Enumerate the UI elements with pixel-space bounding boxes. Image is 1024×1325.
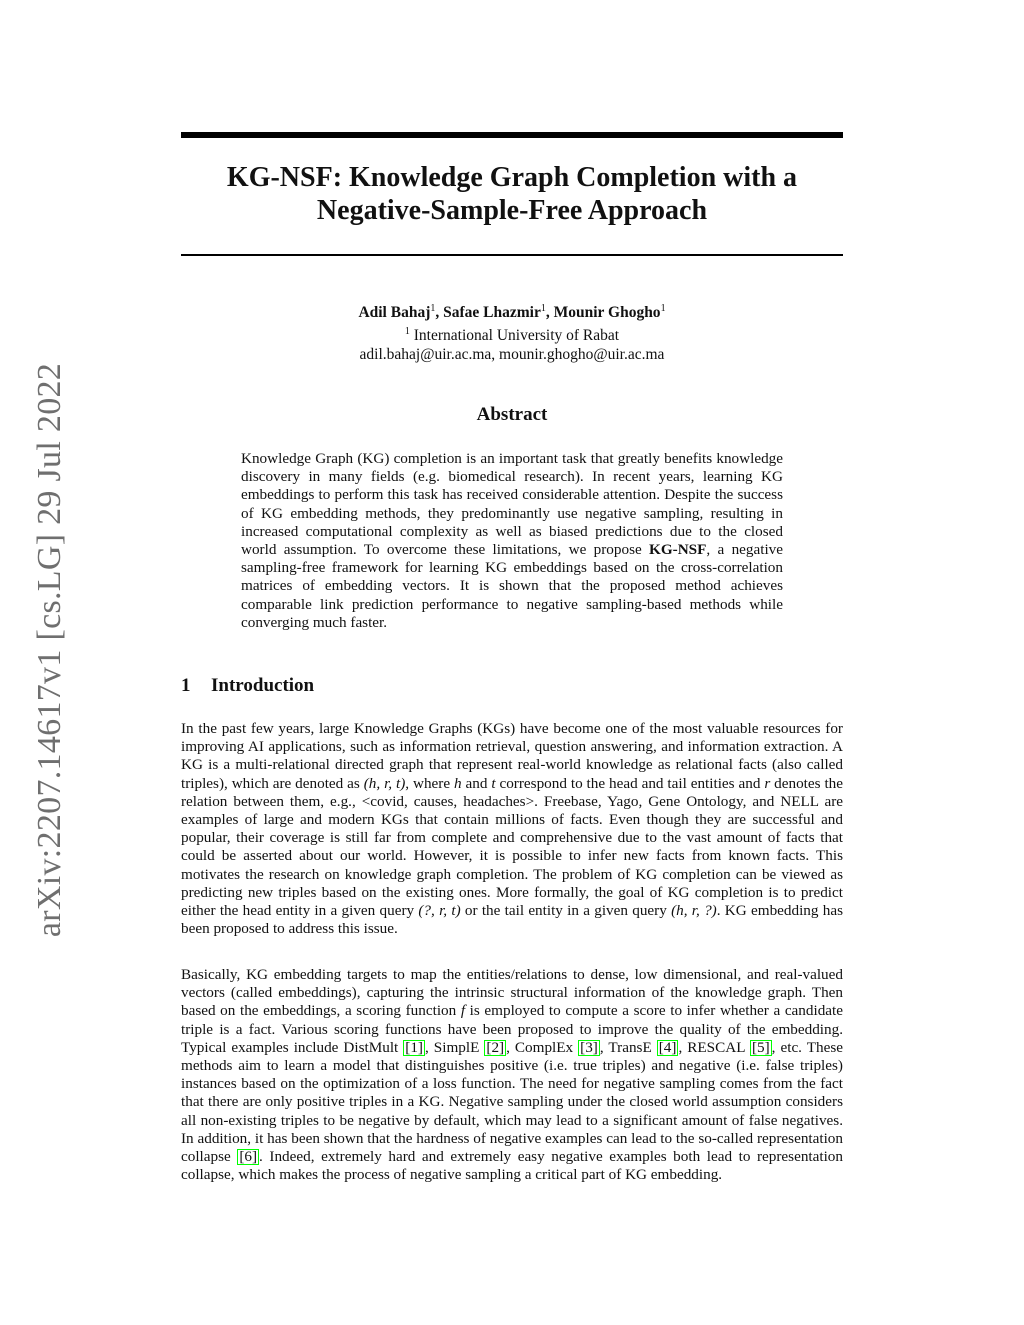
title-line-1: KG-NSF: Knowledge Graph Completion with a [226, 162, 798, 193]
title-top-rule [181, 132, 843, 138]
math-query-tail: (h, r, ?) [671, 902, 717, 920]
author-3: Mounir Ghogho [553, 304, 661, 322]
citation-link[interactable]: [4] [658, 1038, 677, 1056]
abstract-heading: Abstract [476, 404, 548, 425]
arxiv-stamp: arXiv:2207.14617v1 [cs.LG] 29 Jul 2022 [31, 362, 68, 938]
intro-paragraph-2: Basically, KG embedding targets to map the entities/relations to dense, low dimensional, and real-valued vectors (called embeddings), capturing the intrinsic structural information of the knowledge graph. Then based on the embeddings, a scoring function f is employed to compute a score to infer whether a candidate triple is a fact. Various scoring functions have been proposed to improve the quality of the embedding. Typical examples include DistMult [1] , SimplE [2] , ComplEx [3] , TransE [4] , RESCAL [5] , etc. These methods aim to learn a model that distinguishes positive (i.e. true triples) and negative (i.e. false triples) instances based on the optimization of a loss function. The need for negative sampling comes from the fact that there are only positive triples in a KG. Negative sampling under the closed world assumption considers all non-existing triples to be negative by default, which may lead to a significant amount of false negatives. In addition, it has been shown that the hardness of negative examples can lead to the so-called representation collapse [6] . Indeed, extremely hard and extremely easy negative examples both lead to representation collapse, which makes the process of negative sampling a critical part of KG embedding. [181, 966, 843, 1184]
paper-title [181, 161, 843, 227]
author-names: Adil Bahaj$^1$, Safae Lhazmir$^1$, Mounir Ghogho$^1$ [358, 303, 666, 322]
math-triple: (h, r, t) [363, 774, 406, 792]
title-line-2: Negative-Sample-Free Approach [316, 195, 708, 226]
title-bottom-rule [181, 254, 843, 256]
citation-link[interactable]: [6] [239, 1148, 258, 1166]
author-block [181, 299, 843, 364]
affiliation: $^1$ International University of Rabat [404, 326, 620, 345]
author-emails: adil.bahaj@uir.ac.ma, mounir.ghogho@uir.ac.ma [359, 346, 665, 364]
abstract-text: Knowledge Graph (KG) completion is an important task that greatly benefits knowledge discovery in many fields (e.g. biomedical research). In recent years, learning KG embeddings to perform this task has received considerable attention. Despite the success of KG embedding methods, they predominantly use negative sampling, resulting in increased computational complexity as well as biased predictions due to the closed world assumption. To overcome these limitations, we propose KG-NSF, a negative sampling-free framework for learning KG embeddings based on the cross-correlation matrices of embedding vectors. It is shown that the proposed method achieves comparable link prediction performance to negative sampling-based methods while converging much faster. [241, 450, 784, 631]
method-name: KG-NSF [649, 541, 707, 559]
math-query-head: (?, r, t) [418, 902, 461, 920]
intro-paragraph-1: In the past few years, large Knowledge Graphs (KGs) have become one of the most valuable resources for improving AI applications, such as information retrieval, question answering, and information extraction. A KG is a multi-relational directed graph that represent real-world knowledge as relational facts (also called triples), which are denoted as (h, r, t), where h and t correspond to the head and tail entities and r denotes the relation between them, e.g., <covid, causes, headaches>. Freebase, Yago, Gene Ontology, and NELL are examples of large and modern KGs that contain millions of facts. Even though they are successful and popular, their coverage is still far from complete and comprehensive due to the vast amount of facts that could be asserted about our world. However, it is possible to infer new facts from known facts. This motivates the research on knowledge graph completion. The problem of KG completion can be viewed as predicting new triples based on the existing ones. More formally, the goal of KG completion is to predict either the head entity in a given query (?, r, t) or the tail entity in a given query (h, r, ?). KG embedding has been proposed to address this issue. [181, 720, 844, 938]
author-1: Adil Bahaj [358, 304, 431, 322]
citation-link[interactable]: [3] [580, 1038, 598, 1056]
author-2: Safae Lhazmir [443, 304, 541, 322]
citation-link[interactable]: [2] [486, 1038, 505, 1056]
citation-link[interactable]: [1] [405, 1038, 423, 1056]
citation-link[interactable]: [5] [751, 1038, 770, 1056]
section-heading-introduction [181, 675, 314, 697]
section-title: Introduction [211, 675, 315, 696]
section-number: 1 [181, 675, 191, 696]
